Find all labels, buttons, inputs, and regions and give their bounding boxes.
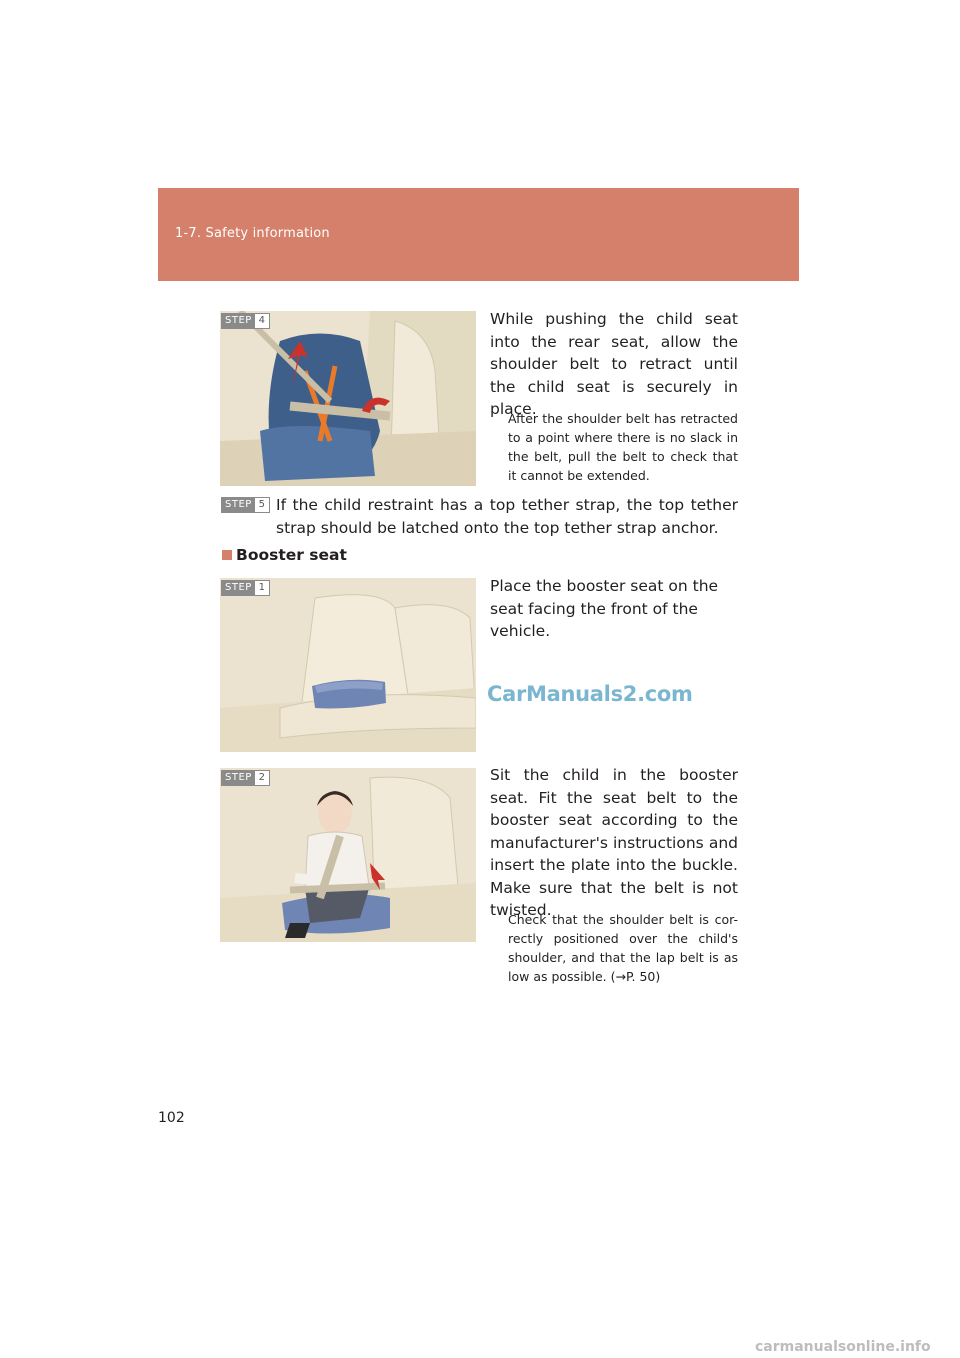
step-label: STEP (222, 771, 255, 785)
heading-text: Booster seat (236, 546, 347, 564)
step-4-note: After the shoulder belt has retracted to a point where there is no slack in the belt, pull the belt to check that it cannot be extended. (508, 411, 738, 483)
section-header (158, 188, 799, 281)
step-label: STEP (222, 581, 255, 595)
step-1-badge (221, 580, 270, 596)
step-number: 4 (255, 314, 269, 328)
step-5-text: If the child restraint has a top tether strap, the top tether strap should be latched onto the top tether strap anchor. (276, 496, 738, 537)
step-number: 2 (255, 771, 269, 785)
booster-seat-heading (222, 546, 347, 564)
booster-seat-illustration (220, 578, 476, 752)
step-number: 1 (255, 581, 269, 595)
child-booster-illustration (220, 768, 476, 942)
step-label: STEP (222, 498, 255, 512)
step-4-text: While pushing the child seat into the rear seat, allow the shoulder belt to retract until the child seat is securely in place. (490, 310, 738, 418)
heading-marker (222, 550, 232, 560)
step-2-note: Check that the shoulder belt is cor- rectly positioned over the child's shoulder, and that the lap belt is as low as possible. (→P. 50) (508, 912, 738, 984)
section-title: 1-7. Safety information (175, 226, 330, 241)
page-number: 102 (158, 1110, 185, 1126)
step-4-badge (221, 313, 270, 329)
step-label: STEP (222, 314, 255, 328)
watermark-bottom: carmanualsonline.info (755, 1339, 931, 1355)
step-2-text: Sit the child in the booster seat. Fit the seat belt to the booster seat according to the manufacturer's instructions and insert the plate into the buckle. Make sure that the belt is not twisted. (490, 766, 738, 919)
step-5-badge (221, 497, 270, 513)
step-1-text: Place the booster seat on the seat facing the front of the vehicle. (490, 577, 719, 640)
step-2-badge (221, 770, 270, 786)
watermark-mid: CarManuals2.com (487, 682, 693, 706)
child-seat-illustration (220, 311, 476, 486)
step-number: 5 (255, 498, 269, 512)
